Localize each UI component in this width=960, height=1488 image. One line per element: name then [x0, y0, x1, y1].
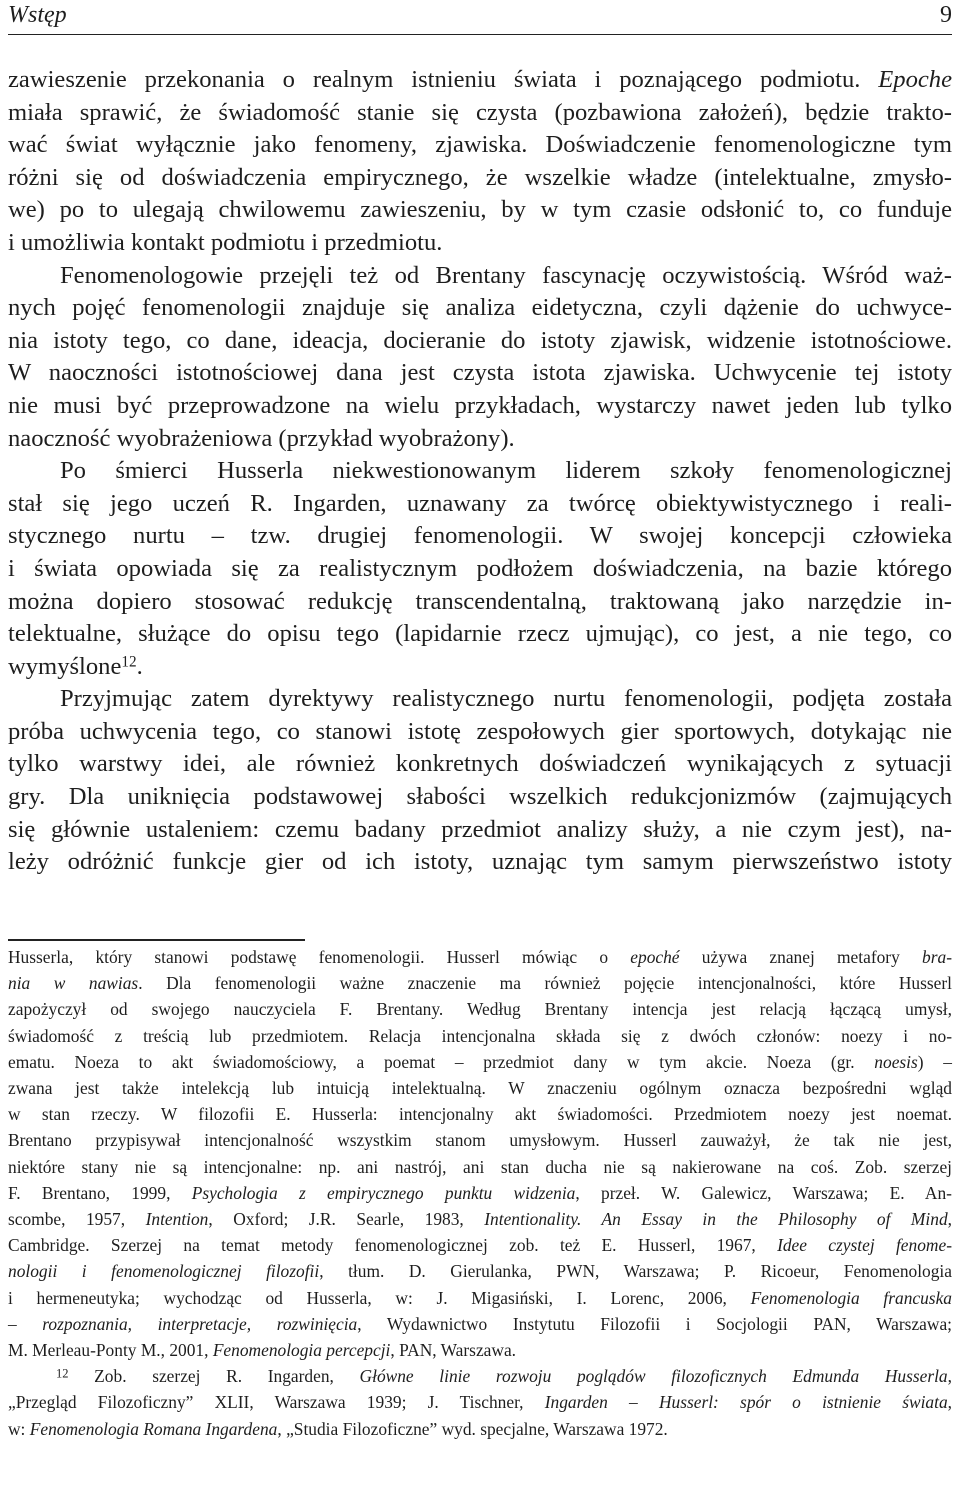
text-line: wymyślone$^{12}$. — [8, 652, 143, 680]
footnote-line: w stan rzeczy. W filozofii E. Husserla: intencjonalny akt świadomości. Przedmiotem noezy jest noemat. — [8, 1104, 952, 1125]
footnote-separator — [8, 939, 305, 941]
text-line: naoczność wyobrażeniowa (przykład wyobrażony). — [8, 424, 515, 452]
footnote-line: F. Brentano, 1999, Psychologia z empirycznego punktu widzenia, przeł. W. Galewicz, Warszawa; E. An- — [8, 1182, 952, 1203]
text-line: wać świat wyłącznie jako fenomeny, zjawiska. Doświadczenie fenomenologiczne tym — [8, 131, 952, 159]
footnote-line: świadomość z treścią lub przedmiotem. Relacja intencjonalna składa się z dwóch członów: noezy i no- — [8, 1025, 952, 1046]
text-line: się głównie ustaleniem: czemu badany przedmiot analizy służy, a nie czym jest), na- — [8, 815, 952, 843]
footnote-line: „Przegląd Filozoficzny” XLII, Warszawa 1939; J. Tischner, Ingarden – Husserl: spór o istnienie świata, — [8, 1392, 952, 1413]
text-line: nie musi być przeprowadzone na wielu przykładach, wystarczy nawet jeden lub tylko — [8, 391, 952, 419]
text-line: zawieszenie przekonania o realnym istnieniu świata i poznającego podmiotu. Epoche — [8, 66, 952, 93]
footnotes — [8, 944, 952, 1442]
footnote-line: M. Merleau-Ponty M., 2001, Fenomenologia percepcji, PAN, Warszawa. — [8, 1340, 517, 1361]
text-line: i świata opowiada się za realistycznym podłożem doświadczenia, na bazie którego — [8, 554, 952, 582]
footnote-line: Brentano przypisywał intencjonalność wszystkim stanom umysłowym. Husserl zauważył, że tak nie jest, — [8, 1130, 952, 1151]
footnote-line: Husserla, który stanowi podstawę fenomenologii. Husserl mówiąc o epoché używa znanej metafory bra- — [8, 947, 952, 967]
footnote-line: zwana jest także intelekcją lub intuicją intelektualną. W znaczeniu ogólnym oznacza bezpośredni wgląd — [8, 1078, 952, 1099]
text-line: i umożliwia kontakt podmiotu i przedmiotu. — [8, 228, 443, 256]
footnote-line: – rozpoznania, interpretacje, rozwinięcia, Wydawnictwo Instytutu Filozofii i Socjologii PAN, Warszawa; — [8, 1313, 952, 1334]
footnote-line: w: Fenomenologia Romana Ingardena, „Studia Filozoficzne” wyd. specjalne, Warszawa 1972. — [8, 1418, 668, 1439]
text-line: leży odróżnić funkcje gier od ich istoty, uznając tym samym pierwszeństwo istoty — [8, 848, 952, 876]
text-line: miała sprawić, że świadomość stanie się czysta (pozbawiona założeń), będzie trakto- — [8, 98, 952, 126]
body-text — [8, 64, 952, 879]
footnote-line: nia w nawias. Dla fenomenologii ważne znaczenie ma również pojęcie intencjonalności, które Husserl — [8, 973, 953, 994]
footnote-line: Cambridge. Szerzej na temat metody fenomenologicznej zob. też E. Husserl, 1967, Idee czystej fenome- — [8, 1235, 952, 1256]
footnote-number: 12 — [56, 1366, 69, 1381]
running-header — [8, 0, 952, 35]
footnote-line: $^{12}$ Zob. szerzej R. Ingarden, Główne linie rozwoju poglądów filozoficznych Edmunda Husserla, — [56, 1366, 952, 1387]
text-line: Fenomenologowie przejęli też od Brentany fascynację oczywistością. Wśród waż- — [60, 261, 952, 289]
text-line: stycznego nurtu – tzw. drugiej fenomenologii. W swojej koncepcji człowieka — [8, 522, 952, 550]
text-line: Po śmierci Husserla niekwestionowanym liderem szkoły fenomenologicznej — [60, 457, 952, 485]
footnote-line: scombe, 1957, Intention, Oxford; J.R. Searle, 1983, Intentionality. An Essay in the Philosophy of Mind, — [8, 1209, 952, 1230]
text-line: różni się od doświadczenia empirycznego, że wszelkie władze (intelektualne, zmysło- — [8, 163, 952, 191]
text-line: gry. Dla uniknięcia podstawowej słabości wszelkich redukcjonizmów (zajmujących — [8, 783, 952, 811]
page-number: 9 — [940, 2, 952, 28]
footnote-line: i hermeneutyka; wychodząc od Husserla, w: J. Migasiński, I. Lorenc, 2006, Fenomenologia francuska — [8, 1287, 952, 1308]
footnote-line: niektóre stany nie są intencjonalne: np. ani nastrój, ani stan ducha nie są nakierowane na coś. Zob. szerzej — [8, 1156, 952, 1177]
text-line: próba uchwycenia tego, co stanowi istotę zespołowych gier sportowych, dotykając nie — [8, 717, 952, 745]
footnote-line: ematu. Noeza to akt świadomościowy, a poemat – przedmiot dany w tym akcie. Noeza (gr. noesis) – — [8, 1051, 952, 1072]
footnote-line: nologii i fenomenologicznej filozofii, tłum. D. Gierulanka, PWN, Warszawa; P. Ricoeur, Fenomenologia — [8, 1261, 952, 1282]
text-line: nia istoty tego, co dane, ideacja, docieranie do istoty zjawisk, widzenie istotnościowe. — [8, 326, 952, 354]
text-line: nych pojęć fenomenologii znajduje się analiza eidetyczna, czyli dążenie do uchwyce- — [8, 294, 952, 322]
text-line: W naoczności istotnościowej dana jest czysta istota zjawiska. Uchwycenie tej istoty — [8, 359, 952, 387]
chapter-title: Wstęp — [8, 2, 67, 28]
text-line: we) po to ulegają chwilowemu zawieszeniu, by w tym czasie odsłonić to, co funduje — [8, 196, 952, 224]
text-line: Przyjmując zatem dyrektywy realistycznego nurtu fenomenologii, podjęta została — [60, 685, 952, 713]
text-line: tylko warstwy idei, ale również konkretnych doświadczeń wynikających z sytuacji — [8, 750, 952, 778]
text-line: stał się jego uczeń R. Ingarden, uznawany za twórcę obiektywistycznego i reali- — [8, 489, 952, 517]
text-line: można dopiero stosować redukcję transcendentalną, traktowaną jako narzędzie in- — [8, 587, 952, 615]
text-line: telektualne, służące do opisu tego (lapidarnie rzecz ujmując), co jest, a nie tego, co — [8, 620, 952, 648]
footnote-ref: 12 — [121, 653, 137, 671]
footnote-line: zapożyczył od swojego nauczyciela F. Brentany. Według Brentany intencja jest relacją łączącą umysł, — [8, 999, 952, 1020]
